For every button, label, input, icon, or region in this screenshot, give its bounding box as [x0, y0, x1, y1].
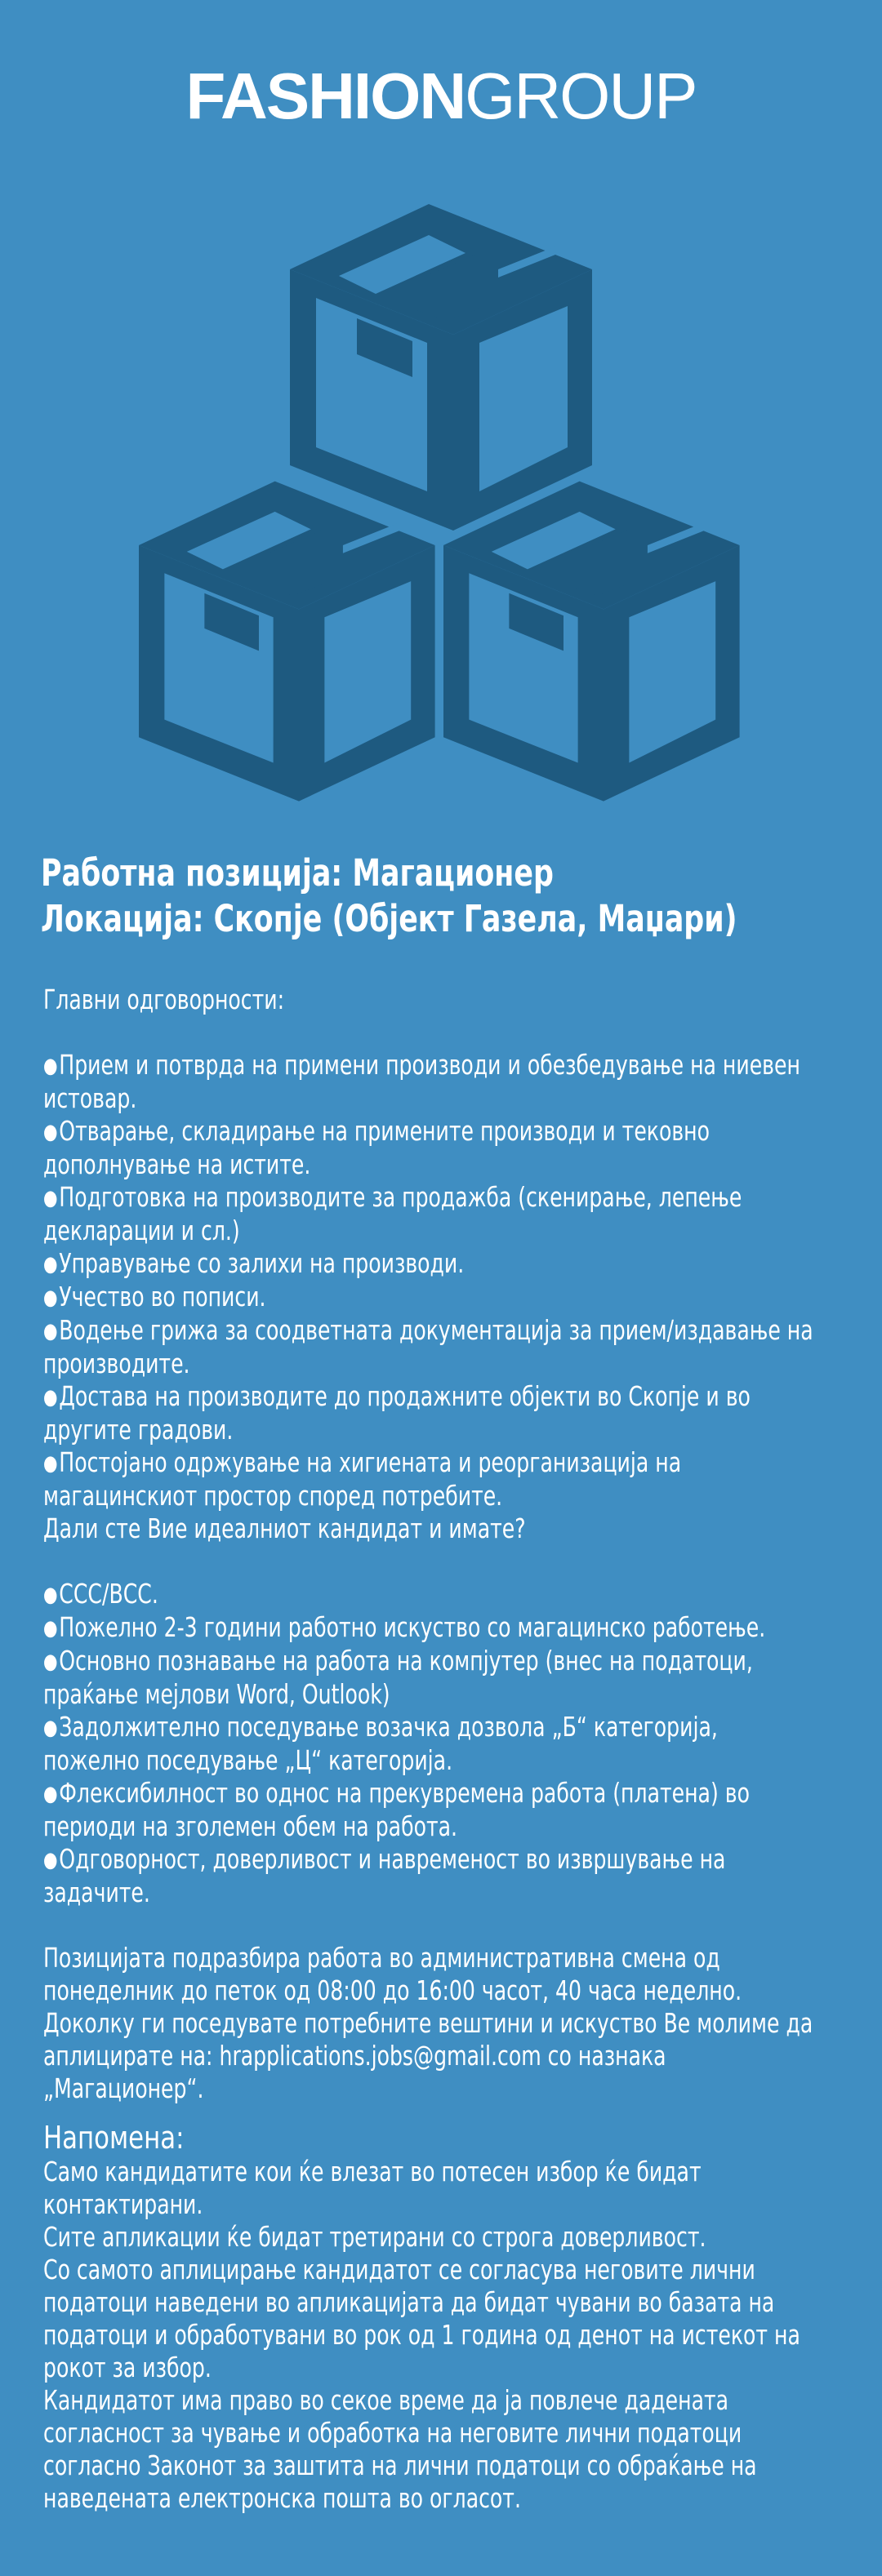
requirement-item-text: Флексибилност во однос на прекувремена работа (платена) во: [59, 1778, 750, 1809]
responsibility-item-1-line-1: [43, 1049, 800, 1082]
responsibility-item-text: декларации и сл.): [43, 1215, 240, 1246]
requirement-item-3-line-1: [43, 1645, 753, 1678]
responsibility-item-text: дополнување на истите.: [43, 1149, 311, 1180]
bullet-icon: ●: [43, 1252, 58, 1277]
note-line-11: наведената електронска пошта во огласот.: [43, 2483, 521, 2514]
bullet-icon: ●: [43, 1120, 58, 1144]
requirements-list: [43, 1578, 852, 1909]
schedule-line-2: понеделник до петок од 08:00 до 16:00 часот, 40 часа неделно.: [43, 1975, 742, 2006]
stacked-boxes-icon: [135, 188, 747, 808]
responsibilities-heading: Главни одговорности:: [43, 984, 285, 1015]
bullet-icon: ●: [43, 1650, 58, 1674]
requirement-item-2-line-1: [43, 1611, 766, 1645]
responsibility-item-8-line-2: [43, 1480, 738, 1512]
schedule-line-1: Позицијата подразбира работа во административна смена од: [43, 1943, 720, 1974]
note-line-1: Само кандидатите кои ќе влезат во потесен избор ќе бидат: [43, 2156, 702, 2187]
bullet-icon: ●: [43, 1716, 58, 1740]
responsibility-item-text: Подготовка на производите за продажба (скенирање, лепење: [59, 1182, 742, 1213]
note-line-3: Сите апликации ќе бидат третирани со строга доверливост.: [43, 2222, 706, 2253]
bullet-icon: ●: [43, 1616, 58, 1641]
requirement-item-6-line-2: [43, 1876, 738, 1909]
requirement-item-text: Одговорност, доверливост и навременост во извршување на: [59, 1844, 726, 1875]
note-line-2: контактирани.: [43, 2189, 203, 2220]
job-titles: [41, 851, 849, 942]
responsibility-item-2-line-1: [43, 1115, 738, 1148]
responsibility-item-text: производите.: [43, 1348, 190, 1379]
responsibility-item-text: истовар.: [43, 1083, 137, 1114]
schedule-paragraph: [43, 1942, 852, 2105]
bullet-icon: ●: [43, 1054, 58, 1078]
responsibility-item-7-line-1: [43, 1380, 751, 1414]
requirement-item-text: пожелно поседување „Ц“ категорија.: [43, 1745, 453, 1776]
position-title: Работна позиција: Магационер: [41, 851, 554, 895]
requirement-item-text: ССС/ВСС.: [59, 1579, 158, 1610]
logo-thin-part: GROUP: [465, 60, 697, 132]
bullet-icon: ●: [43, 1286, 58, 1310]
responsibility-item-5-line-1: [43, 1281, 738, 1314]
responsibility-item-text: Водење грижа за соодветната документација за прием/издавање на: [59, 1315, 813, 1346]
requirement-item-text: периоди на зголемен обем на работа.: [43, 1811, 457, 1842]
note-title: Напомена:: [43, 2120, 185, 2156]
requirement-item-text: Основно познавање на работа на компјутер (внес на податоци,: [59, 1646, 753, 1677]
bullet-icon: ●: [43, 1186, 58, 1210]
logo-bold-part: FASHION: [185, 60, 466, 132]
note-line-7: рокот за избор.: [43, 2352, 212, 2383]
note-paragraph: [43, 2156, 852, 2515]
responsibility-item-8-line-1: [43, 1446, 738, 1480]
responsibility-item-7-line-2: [43, 1414, 738, 1446]
responsibility-item-2-line-2: [43, 1148, 738, 1181]
responsibility-item-3-line-1: [43, 1181, 742, 1215]
responsibilities-list: [43, 1049, 852, 1512]
requirements-heading: Дали сте Вие идеалниот кандидат и имате?: [43, 1513, 526, 1544]
bullet-icon: ●: [43, 1848, 58, 1872]
note-line-8: Кандидатот има право во секое време да ја повлече дадената: [43, 2385, 729, 2416]
responsibility-item-1-line-2: [43, 1082, 738, 1115]
requirement-item-5-line-1: [43, 1777, 750, 1810]
note-line-4: Со самото аплицирање кандидатот се согласува неговите лични: [43, 2254, 755, 2285]
schedule-line-4: аплицирате на: hrapplications.jobs@gmail.com со назнака: [43, 2041, 666, 2072]
note-line-5: податоци наведени во апликацијата да бидат чувани во базата на: [43, 2287, 775, 2318]
bullet-icon: ●: [43, 1782, 58, 1806]
responsibility-item-text: Прием и потврда на примени производи и обезбедување на ниевен: [59, 1050, 800, 1081]
bullet-icon: ●: [43, 1451, 58, 1476]
note-line-9: согласност за чување и обработка на неговите лични податоци: [43, 2418, 742, 2449]
requirement-item-5-line-2: [43, 1810, 738, 1843]
responsibility-item-6-line-2: [43, 1348, 738, 1380]
responsibility-item-text: магацинскиот простор според потребите.: [43, 1481, 503, 1512]
schedule-line-3: Доколку ги поседувате потребните вештини и искуство Ве молиме да: [43, 2008, 813, 2039]
requirement-item-4-line-2: [43, 1744, 738, 1777]
responsibility-item-text: Достава на производите до продажните објекти во Скопје и во: [59, 1381, 751, 1412]
requirement-item-text: праќање мејлови Word, Outlook): [43, 1679, 390, 1710]
responsibility-item-text: Постојано одржување на хигиената и реорганизација на: [59, 1447, 682, 1478]
location-title: Локација: Скопје (Објект Газела, Маџари): [41, 897, 737, 940]
requirement-item-1-line-1: [43, 1578, 738, 1611]
responsibility-item-3-line-2: [43, 1215, 738, 1247]
bullet-icon: ●: [43, 1385, 58, 1410]
responsibility-item-text: Управување со залихи на производи.: [59, 1248, 465, 1279]
requirement-item-text: Пожелно 2-3 години работно искуство со магацинско работење.: [59, 1612, 766, 1643]
requirement-item-text: задачите.: [43, 1877, 150, 1908]
requirement-item-4-line-1: [43, 1711, 738, 1744]
requirement-item-6-line-1: [43, 1843, 738, 1876]
requirement-item-3-line-2: [43, 1678, 738, 1711]
responsibility-item-4-line-1: [43, 1247, 738, 1281]
requirement-item-text: Задолжително поседување возачка дозвола „Б“ категорија,: [59, 1712, 718, 1743]
note-line-6: податоци и обработувани во рок од 1 година од денот на истекот на: [43, 2320, 800, 2351]
job-description: [43, 984, 852, 2515]
bullet-icon: ●: [43, 1319, 58, 1344]
schedule-line-5: „Магационер“.: [43, 2073, 204, 2104]
responsibility-item-text: другите градови.: [43, 1415, 234, 1446]
company-logo: [0, 60, 882, 132]
responsibility-item-6-line-1: [43, 1314, 813, 1348]
bullet-icon: ●: [43, 1583, 58, 1607]
responsibility-item-text: Учество во пописи.: [59, 1281, 266, 1312]
responsibility-item-text: Отварање, складирање на примените производи и тековно: [59, 1116, 710, 1147]
note-line-10: согласно Законот за заштита на лични податоци со обраќање на: [43, 2450, 757, 2481]
